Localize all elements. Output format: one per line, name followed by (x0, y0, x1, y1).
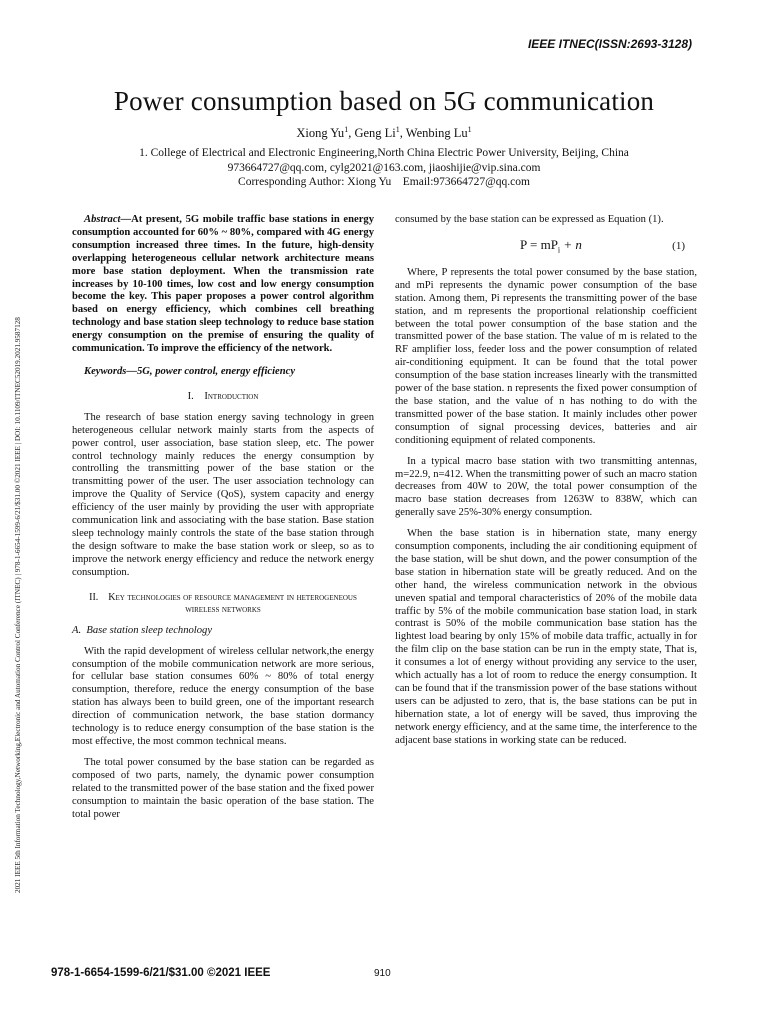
paragraph: The total power consumed by the base station can be regarded as composed of two parts, namely, the dynamic power consumption related to the transmitted power of the base station and the fixed power consumption to maintain the basic operation of the base station. The total power (72, 756, 374, 820)
abstract (72, 214, 374, 356)
paragraph: When the base station is in hibernation state, many energy consumption components, including the air conditioning equipment of the base station, will be shut down, and the power consumption of the base station in hibernation state will be greatly reduced. And on the other hand, the wireless communication network in the obvious uneven spatial and temporal characteristics of 20% of the mobile data traffic by 5% of the mobile communication base station load, in stark contrast is 50% of the mobile communication base station has the lightest load bearing by only 15% of mobile data traffic, actually in for the film clip on the base station can be run in the empty state, That is, it consumes a lot of energy without providing any service to the user, which actually has a lot of room to reduce the energy consumption. It can be found that if the transmission power of the base stations without users can be adjusted to zero, that is, the base stations can be put in hibernation state, a lot of energy will be saved, thus improving the network energy efficiency, and at the same time, the interference to the adjacent base stations in working state can be reduced. (395, 528, 697, 746)
corresponding-author: Corresponding Author: Xiong Yu Email:973664727@qq.com (238, 176, 530, 188)
footer-isbn: 978-1-6654-1599-6/21/$31.00 ©2021 IEEE (51, 967, 271, 979)
author-emails: 973664727@qq.com, cylg2021@163.com, jiaoshijie@vip.sina.com (227, 161, 541, 174)
paragraph: With the rapid development of wireless cellular network,the energy consumption of the mobile communication network are more serious, for cellular base station consumes 60% ~ 80% of total energy consumption, therefore, reduce the energy consumption of the base station has always been to build green, one of the important research direction of communication network, the base station dormancy technology is to reduce energy consumption of the base station is the most effective, the most common technical means. (72, 645, 374, 747)
section-heading-introduction: I. Introduction (187, 390, 259, 402)
author-name: Geng Li (354, 126, 396, 141)
author-mark: 1 (467, 125, 472, 134)
affiliation: 1. College of Electrical and Electronic Engineering,North China Electric Power University, Beijing, China (139, 147, 629, 159)
keywords: Keywords—5G, power control, energy efficiency (84, 365, 296, 377)
author-list: Xiong Yu$^1$, Geng Li$^1$, Wenbing Lu$^1$ (296, 125, 472, 141)
author-mark: 1 (395, 125, 400, 134)
equation-1 (395, 235, 697, 261)
affiliation-block (0, 146, 768, 190)
abstract-text: —At present, 5G mobile traffic base stations in energy consumption accounted for 60% ~ 80%, compared with 4G energy consumption increased three times. In the future, high-density overlapping heterogeneous cellular network architecture means more base station deployment. When the transmission rate increases by 10-100 times, low cost and low energy consumption become the key. This paper proposes a power control algorithm based on energy efficiency, which combines cell breathing technology and base station sleep technology to reduce base station energy consumption on the premise of ensuring the quality of communication. To improve the efficiency of the network. (72, 214, 374, 355)
journal-header: IEEE ITNEC(ISSN:2693-3128) (527, 37, 692, 51)
sidebar-citation: 2021 IEEE 5th Information Technology,Networking,Electronic and Automation Control Conference (ITNEC) | 978-1-6654-1599-6/21/$31.00 ©2021 IEEE | DOI: 10.1109/ITNEC52019.2021.9587128 (14, 317, 22, 893)
paper-title: Power consumption based on 5G communication (113, 86, 655, 116)
equation-number: (1) (672, 239, 685, 252)
paragraph: In a typical macro base station with two transmitting antennas, m=22.9, n=412. When the transmitting power of such an macro station decreases from 40W to 20W, the total power consumption of the macro base station decreases from 1263W to 838W, which can generally save 25%-30% energy consumption. (395, 455, 697, 519)
author-mark: 1 (344, 125, 349, 134)
abstract-lead: Abstract (84, 214, 121, 225)
equation-body: $P = mP_i + n$ (520, 236, 582, 255)
author-name: Wenbing Lu (405, 126, 468, 141)
author-name: Xiong Yu (296, 126, 345, 141)
paragraph: The research of base station energy saving technology in green heterogeneous cellular network mainly starts from the aspects of power control, user association, base station sleep, etc. The power control technology mainly reduces the energy consumption by controlling the transmitting power of the base station or the transmitting power of the user. The user association technology can improve the Quality of Service (QoS), system capacity and energy efficiency of the user mainly by providing the user with appropriate communication link and associating with the base station. Base station sleep technology mainly controls the state of the base station through the design software to make the base station work or sleep, so as to improve the network energy efficiency and reduce the network energy consumption. (72, 411, 374, 578)
paragraph: consumed by the base station can be expressed as Equation (1). (395, 214, 664, 225)
right-column (395, 214, 697, 756)
left-column (72, 214, 374, 829)
page-number: 910 (374, 968, 391, 979)
subsection-heading: A. Base station sleep technology (72, 624, 213, 636)
section-heading-key-technologies: II. Key technologies of resource management in heterogeneous wireless networks (89, 591, 357, 616)
paragraph: Where, P represents the total power consumed by the base station, and mPi represents the dynamic power consumption of the base station. Among them, Pi represents the transmitting power of the base station, and m represents the proportional relationship coefficient between the total power consumption of the base station and the transmitted power of the base station. The value of m is related to the RF amplifier loss, feeder loss and the power consumption of related air-conditioning equipment. It can be found that the total power consumption of the base station increases linearly with the transmitted power of the base station. n represents the fixed power consumption of the base station, and the value of n has nothing to do with the transmitted power of the base station. It mainly includes other power consumption of signal processing devices, batteries and air conditioning equipment of related components. (395, 266, 697, 446)
